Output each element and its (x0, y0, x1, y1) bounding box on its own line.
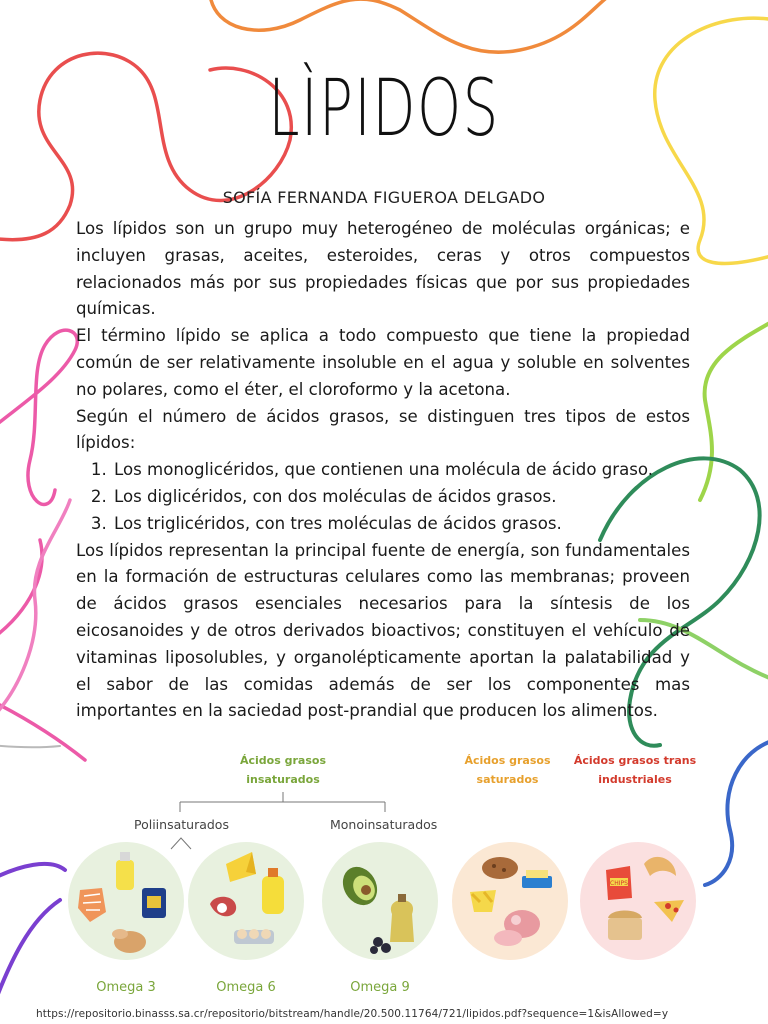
list-item: 2. Los diglicéridos, con dos moléculas de ácidos grasos. (112, 484, 690, 511)
header-saturated-line2: saturados (476, 773, 539, 786)
saturated-foods-icon (452, 842, 568, 960)
source-url: https://repositorio.binasss.sa.cr/repositorio/bitstream/handle/20.500.11764/721/lipidos.pdf?sequence=1&isAllowed=y (36, 1008, 669, 1020)
header-trans-line1: Ácidos grasos trans (573, 754, 697, 767)
omega6-foods-icon (188, 842, 304, 960)
header-unsaturated-line1: Ácidos grasos (240, 754, 326, 767)
paragraph-1: Los lípidos son un grupo muy heterogéneo de moléculas orgánicas; e incluyen grasas, aceites, esteroides, ceras y otros compuestos relacionados más por sus propiedades físicas que por sus propiedades químicas. (76, 219, 690, 319)
list-item: 3. Los triglicéridos, con tres moléculas de ácidos grasos. (112, 511, 690, 538)
omega6-label: Omega 6 (216, 980, 276, 995)
omega3-foods-icon (68, 842, 184, 960)
omega9-foods-icon (322, 842, 438, 960)
subheader-mono: Monoinsaturados (330, 817, 438, 832)
author-name: SOFÍA FERNANDA FIGUEROA DELGADO (222, 188, 546, 207)
trans-foods-icon (580, 842, 696, 960)
page-title: LÌPIDOS (268, 64, 500, 154)
header-unsaturated-line2: insaturados (246, 773, 320, 786)
paragraph-4: Los lípidos representan la principal fuente de energía, son fundamentales en la formación de estructuras celulares como las membranas; proveen de ácidos grasos esenciales necesarios para la síntesis de los eicosanoides y de otros derivados bioactivos; constituyen el vehículo de vitaminas liposolubles, y organolépticamente aportan la palatabilidad y el sabor de las comidas además de ser los componentes mas importantes en la saciedad post-prandial que producen los alimentos. (76, 540, 690, 721)
subheader-poly: Poliinsaturados (134, 817, 229, 832)
omega9-label: Omega 9 (350, 980, 410, 995)
paragraph-2: El término lípido se aplica a todo compuesto que tiene la propiedad común de ser relativamente insoluble en el agua y soluble en solventes no polares, como el éter, el cloroformo y la acetona. (76, 326, 690, 399)
paragraph-3: Según el número de ácidos grasos, se distinguen tres tipos de estos lípidos: (76, 406, 690, 453)
chips-label: CHIPS (610, 880, 628, 887)
header-trans-line2: industriales (598, 773, 672, 786)
omega3-label: Omega 3 (96, 980, 156, 995)
list-item: 1. Los monoglicéridos, que contienen una molécula de ácido graso. (112, 457, 690, 484)
header-saturated-line1: Ácidos grasos (464, 754, 551, 767)
